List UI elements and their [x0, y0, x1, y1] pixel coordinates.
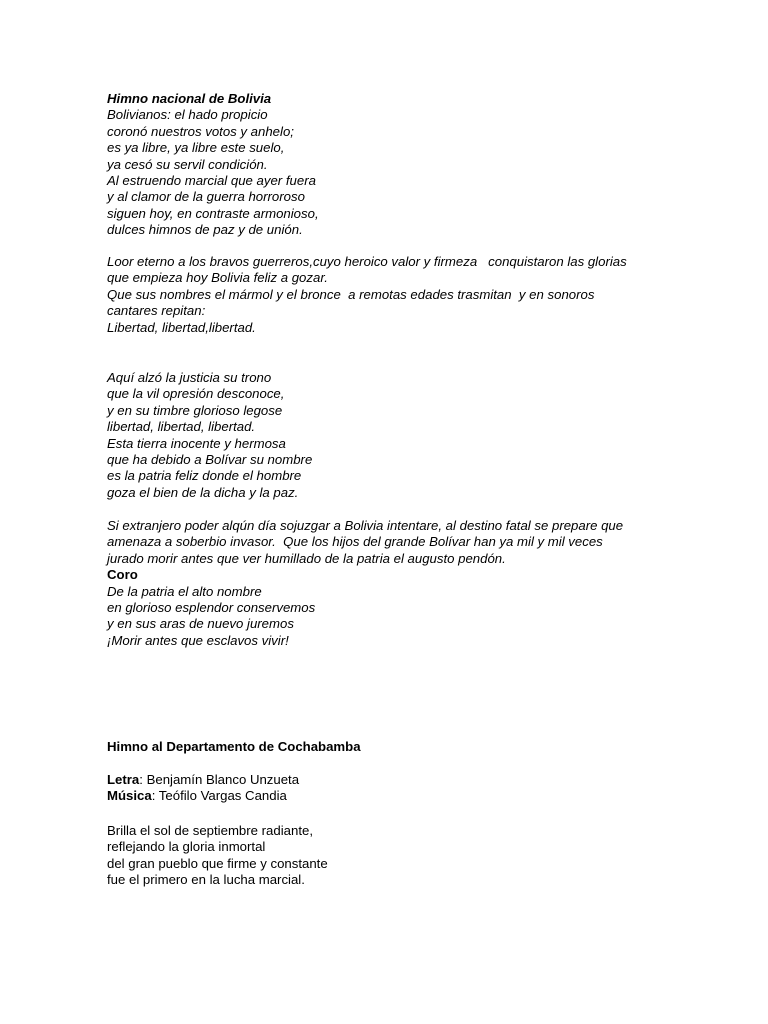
- verse-line: reflejando la gloria inmortal: [107, 839, 266, 855]
- verse-line: Al estruendo marcial que ayer fuera: [107, 173, 316, 189]
- verse-line: y al clamor de la guerra horroroso: [107, 189, 305, 205]
- verse-line: y en sus aras de nuevo juremos: [107, 616, 294, 632]
- cochabamba-credits: [107, 772, 667, 805]
- verse-line: jurado morir antes que ver humillado de la patria el augusto pendón.: [107, 550, 506, 566]
- verse-line: Loor eterno a los bravos guerreros,cuyo heroico valor y firmeza conquistaron las glorias: [107, 254, 627, 269]
- musica-label: Música: [107, 788, 152, 804]
- verse-line: Esta tierra inocente y hermosa: [107, 435, 286, 451]
- verse-line: Aquí alzó la justicia su trono: [107, 370, 272, 385]
- verse-line: que empieza hoy Bolivia feliz a gozar.: [107, 270, 328, 286]
- musica-composer: : Teófilo Vargas Candia: [151, 788, 287, 804]
- verse-line: dulces himnos de paz y de unión.: [107, 222, 303, 238]
- bolivia-stanza-4: [107, 518, 667, 649]
- bolivia-stanza-3: [107, 370, 667, 501]
- verse-line: que ha debido a Bolívar su nombre: [107, 452, 313, 468]
- verse-line: coronó nuestros votos y anhelo;: [107, 123, 294, 139]
- verse-line: De la patria el alto nombre: [107, 583, 262, 599]
- verse-line: amenaza a soberbio invasor. Que los hijos del grande Bolívar han ya mil y mil veces: [107, 534, 603, 550]
- verse-line: libertad, libertad, libertad.: [107, 419, 256, 435]
- verse-line: siguen hoy, en contraste armonioso,: [107, 205, 319, 221]
- verse-line: goza el bien de la dicha y la paz.: [107, 484, 299, 500]
- bolivia-hymn-title: Himno nacional de Bolivia: [107, 91, 272, 106]
- letra-credit: [107, 772, 667, 788]
- verse-line: Libertad, libertad,libertad.: [107, 319, 256, 335]
- verse-line: cantares repitan:: [107, 303, 206, 319]
- verse-line: es la patria feliz donde el hombre: [107, 468, 302, 484]
- verse-line: en glorioso esplendor conservemos: [107, 600, 316, 616]
- verse-line: Que sus nombres el mármol y el bronce a remotas edades trasmitan y en sonoros: [107, 286, 595, 302]
- verse-line: del gran pueblo que firme y constante: [107, 855, 328, 871]
- verse-line: es ya libre, ya libre este suelo,: [107, 140, 285, 156]
- verse-line: ¡Morir antes que esclavos vivir!: [107, 632, 289, 648]
- verse-line: fue el primero en la lucha marcial.: [107, 872, 305, 888]
- bolivia-stanza-2: [107, 254, 667, 336]
- verse-line: ya cesó su servil condición.: [107, 156, 268, 172]
- verse-line: Si extranjero poder alqún día sojuzgar a Bolivia intentare, al destino fatal se prepare que: [107, 518, 624, 533]
- coro-heading: Coro: [107, 567, 138, 583]
- letra-author: : Benjamín Blanco Unzueta: [139, 772, 300, 787]
- musica-credit: [107, 788, 667, 804]
- bolivia-stanza-1: [107, 91, 667, 239]
- verse-line: que la vil opresión desconoce,: [107, 386, 285, 402]
- cochabamba-hymn-title: Himno al Departamento de Cochabamba: [107, 739, 361, 754]
- cochabamba-stanza-1: [107, 823, 667, 889]
- verse-line: Bolivianos: el hado propicio: [107, 107, 268, 123]
- verse-line: y en su timbre glorioso legose: [107, 402, 283, 418]
- letra-label: Letra: [107, 772, 140, 787]
- verse-line: Brilla el sol de septiembre radiante,: [107, 823, 313, 838]
- cochabamba-title-block: [107, 739, 667, 755]
